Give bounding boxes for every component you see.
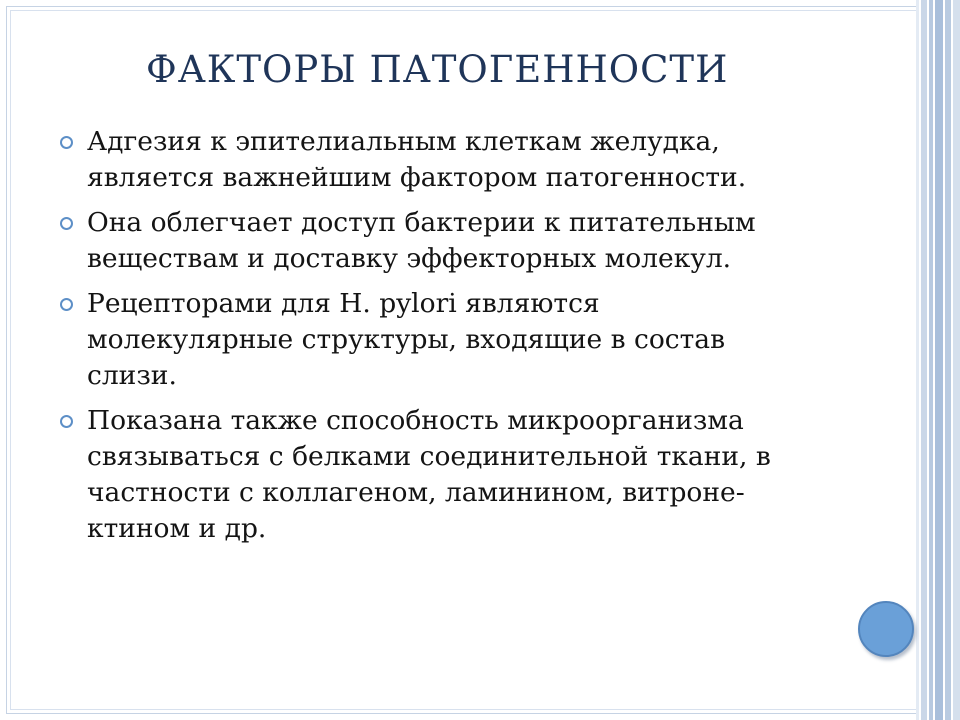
bullet-text-line: ктином и др. (87, 513, 267, 544)
ring-bullet-icon (60, 298, 73, 311)
stripe (921, 0, 927, 720)
bullet-text-line: связываться с белками соединительной ткани, в (87, 441, 771, 472)
ring-bullet-icon (60, 217, 73, 230)
bullet-text-line: веществам и доставку эффекторных молекул. (87, 243, 732, 274)
bullet-text-line: Она облегчает доступ бактерии к питательным (87, 207, 756, 238)
decorative-circle (858, 601, 914, 657)
stripe (916, 0, 919, 720)
stripe (953, 0, 960, 720)
ring-bullet-icon (60, 136, 73, 149)
stripe (935, 0, 943, 720)
ring-bullet-icon (60, 415, 73, 428)
bullet-text-line: Показана также способность микроорганизма (87, 405, 744, 436)
bullet-text-line: частности с коллагеном, ламинином, витроне- (87, 477, 745, 508)
bullet-text-line: является важнейшим фактором патогенности. (87, 162, 747, 193)
stripe (945, 0, 951, 720)
stripe (929, 0, 933, 720)
bullet-item (60, 286, 860, 394)
bullet-item (60, 403, 860, 547)
bullet-text-line: слизи. (87, 360, 177, 391)
side-decoration-stripes (916, 0, 960, 720)
bullet-text-line: Рецепторами для H. pylori являются (87, 288, 600, 319)
bullet-item (60, 205, 860, 277)
bullet-item (60, 124, 860, 196)
bullet-text-line: молекулярные структуры, входящие в состав (87, 324, 726, 355)
bullet-text-line: Адгезия к эпителиальным клеткам желудка, (87, 126, 720, 157)
slide-title: ФАКТОРЫ ПАТОГЕННОСТИ (146, 48, 729, 91)
bullet-list (60, 124, 860, 556)
